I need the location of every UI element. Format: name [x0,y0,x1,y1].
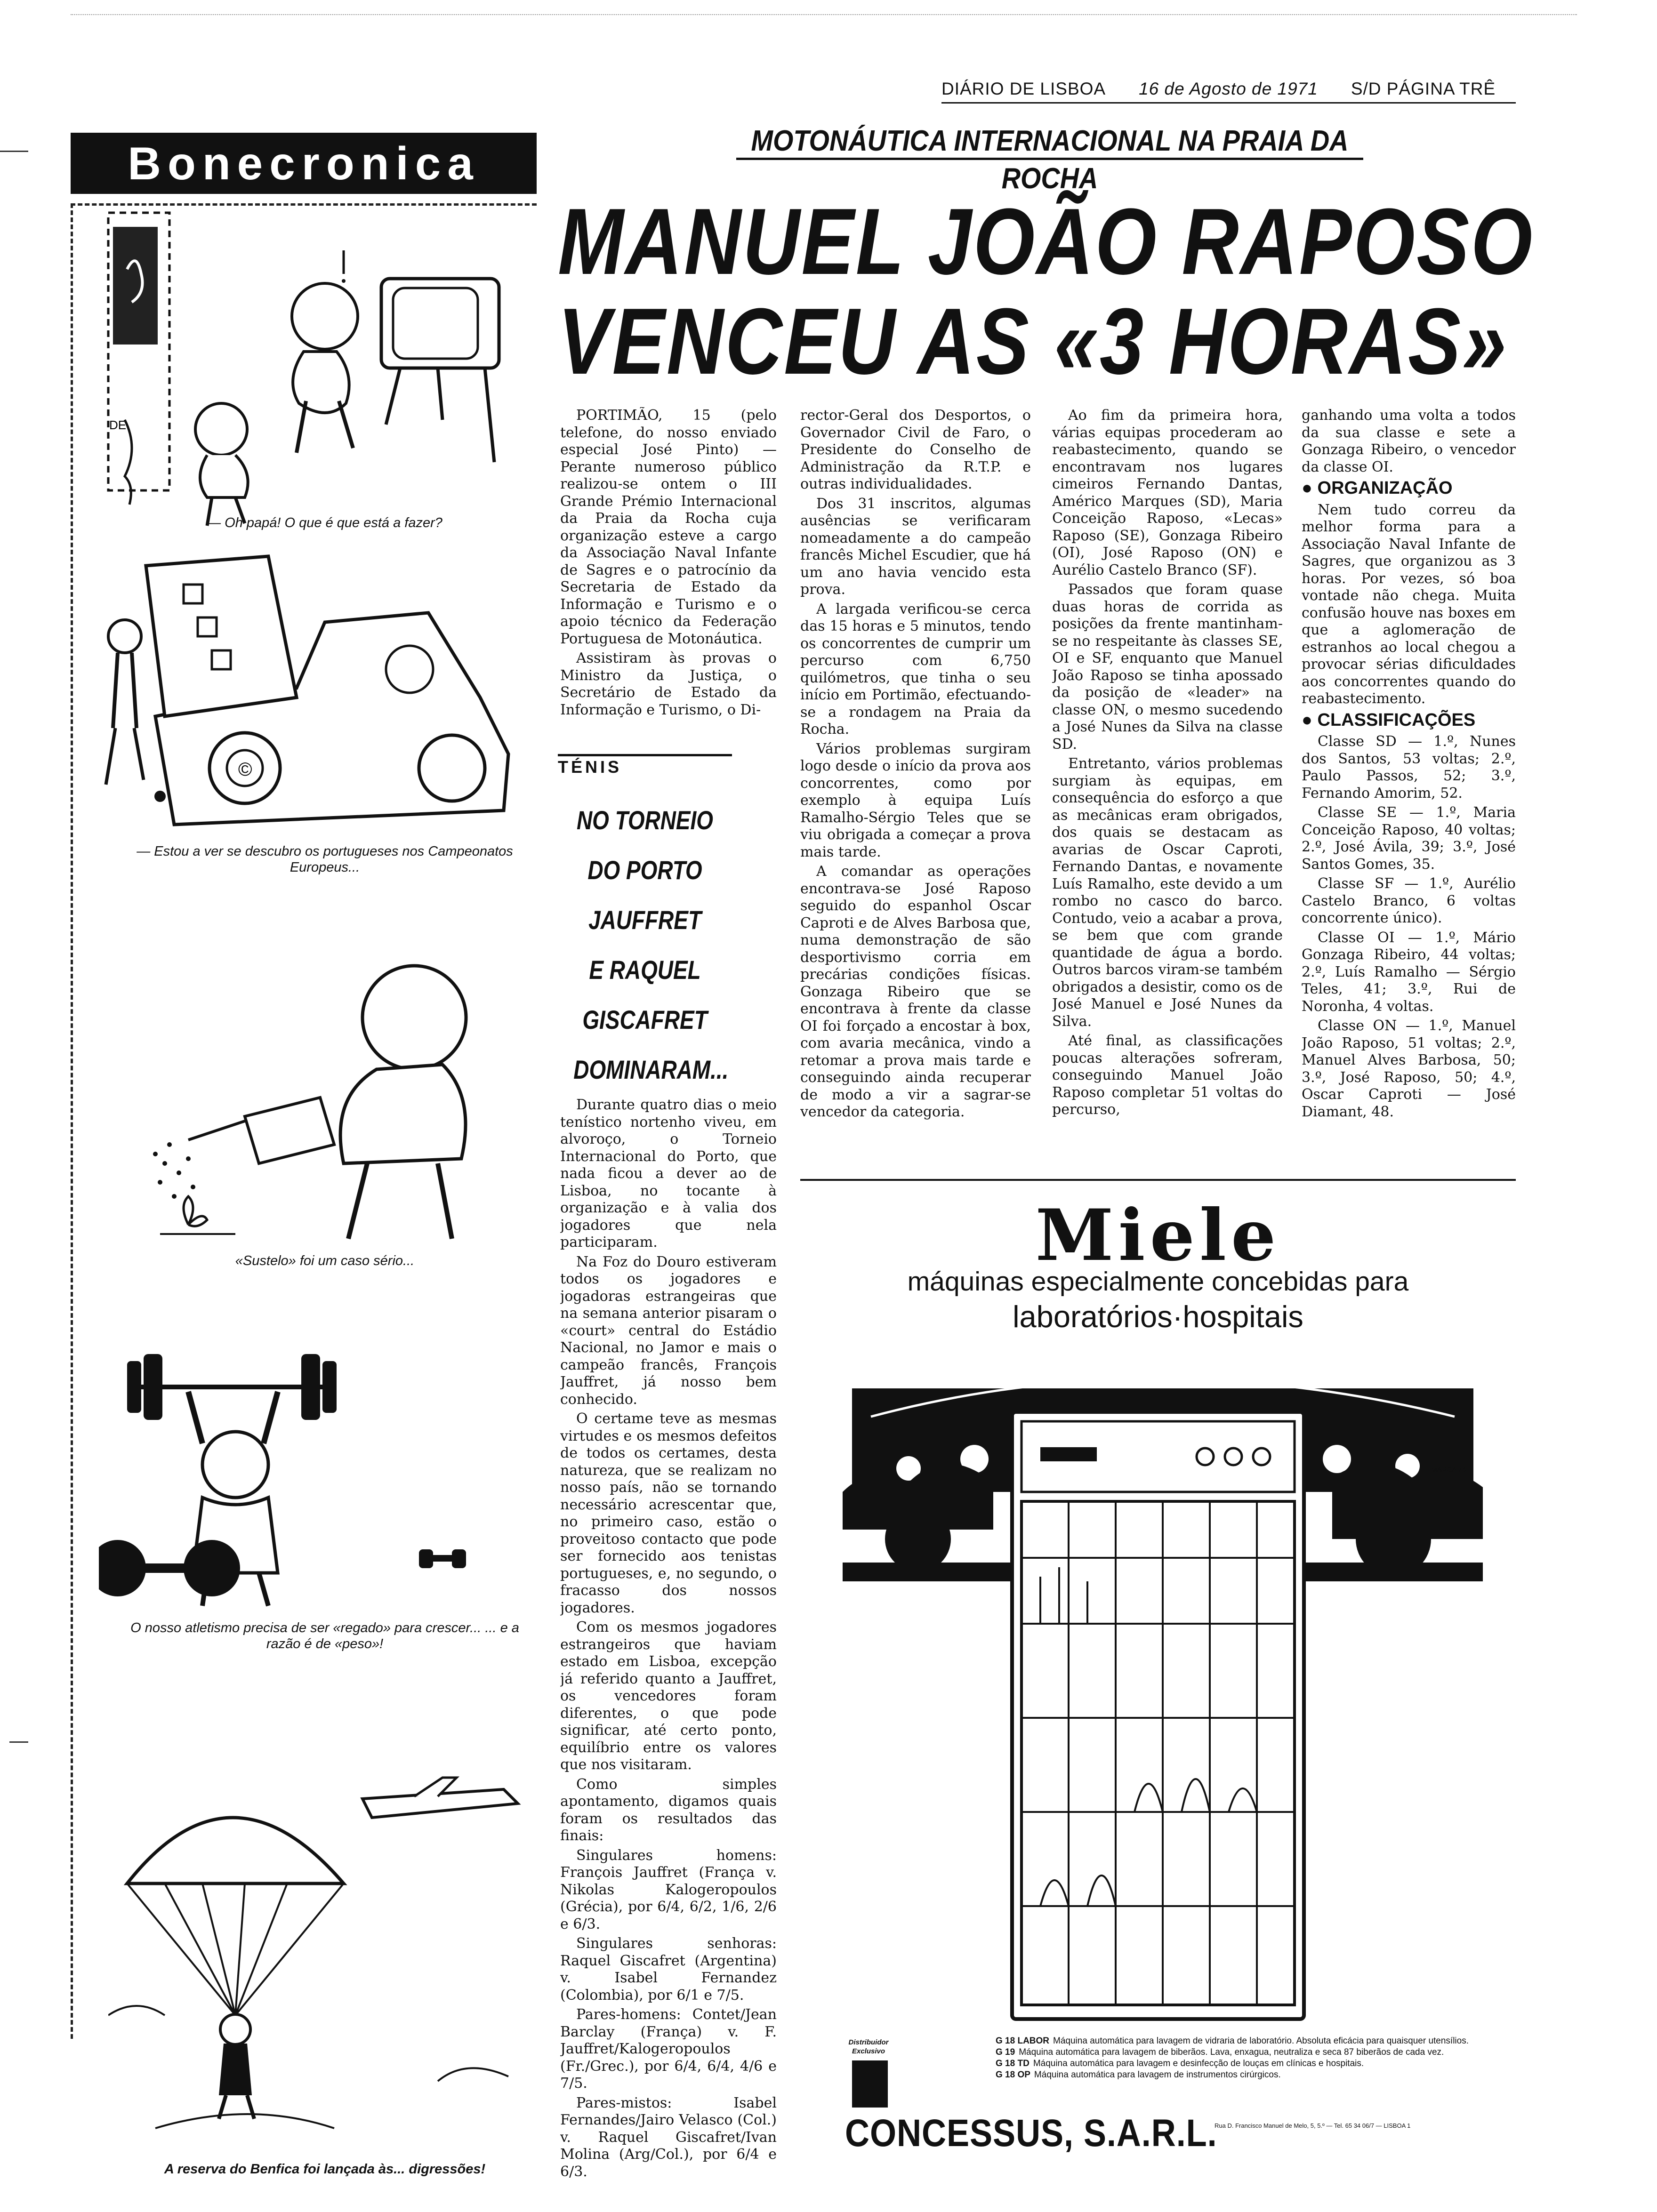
model-description: Máquina automática para lavagem de biberãos. Lava, enxagua, neutraliza e seca 87 biberãos de cada vez. [1019,2047,1444,2057]
model-entry [996,2058,1485,2069]
model-code: G 19 [996,2047,1015,2057]
result-line: Classe ON — 1.º, Manuel João Raposo, 51 voltas; 2.º, Manuel Alves Barbosa, 50; 3.º, José Raposo, 50; 4.º, Oscar Caproti — José Diamant, 48. [1302,1018,1516,1120]
headline-line-1: MANUEL JOÃO RAPOSO [558,189,1534,294]
concessus-logo [852,2060,888,2108]
page-header [941,75,1516,104]
article-paragraph: Ao fim da primeira hora, várias equipas procederam ao reabastecimento, quando se encontravam nos lugares cimeiros Fernando Dantas, Américo Marques (SD), Maria Conceição Raposo, «Lecas» Raposo (SE), Gonzaga Ribeiro (OI), José Raposo (ON) e Aurélio Castelo Branco (SF). [1052,407,1283,578]
article-column-1 [560,407,777,746]
model-entry [996,2069,1485,2081]
article-column-3 [1052,407,1283,1160]
model-description: Máquina automática para lavagem de instrumentos cirúrgicos. [1034,2070,1281,2080]
result-line: Classe OI — 1.º, Mário Gonzaga Ribeiro, 44 voltas; 2.º, Luís Ramalho — Sérgio Teles, 41; 3.º, Rui de Noronha, 4 voltas. [1302,929,1516,1015]
cartoon-car-hood [89,547,532,839]
cartoon-weightlifter [99,1347,513,1611]
tennis-paragraph: O certame teve as mesmas virtudes e os mesmos defeitos de todos os certames, desta natureza, que se realizam no nosso país, não se tornando necessário acrescentar que, no primeiro caso, estão o proveitoso contacto que pode ser fornecido aos tenistas portugueses, e, no segundo, o fracasso dos nossos jogadores. [560,1411,777,1616]
model-code: G 18 OP [996,2070,1030,2080]
cartoon-caption-3: «Sustelo» foi um caso sério... [235,1253,415,1268]
tennis-paragraph: Como simples apontamento, digamos quais foram os resultados das finais: [560,1776,777,1844]
model-code: G 18 LABOR [996,2036,1050,2046]
cartoon-sidebar [71,133,537,2199]
tennis-headline-line: DOMINARAM... [573,1055,729,1084]
cartoon-parachute [108,1752,532,2152]
tennis-paragraph: Singulares senhoras: Raquel Giscafret (Argentina) v. Isabel Fernandez (Colombia), por 6/1 e 7/5. [560,1935,777,2004]
section-subhead-organizacao: ● ORGANIZAÇÃO [1302,478,1453,498]
model-description: Máquina automática para lavagem de vidraria de laboratório. Absoluta eficácia para quaisquer utensílios. [1053,2036,1469,2046]
model-entry [996,2036,1485,2047]
cartoon-caption-5: A reserva do Benfica foi lançada às... digressões! [164,2162,486,2177]
artist-signature: DE [109,418,127,432]
ad-tagline-2: laboratórios·hospitais [1013,1299,1303,1334]
tennis-paragraph: Pares-homens: Contet/Jean Barclay (França) v. F. Jauffret/Kalogeropoulos (Fr./Grec.), por 6/4, 6/4, 4/6 e 7/5. [560,2006,777,2092]
article-paragraph: Entretanto, vários problemas surgiam às equipas, em consequência do esforço a que as mecânicas eram obrigados, dos quais se destacam as avarias de Oscar Caproti, Fernando Dantas, e novamente Luís Ramalho, este devido a um rombo no casco do barco. Contudo, veio a acabar a prova, se bem que com grande quantidade de água a bordo. Outros barcos viram-se também obrigados a desistir, como os de José Manuel e José Nunes da Silva. [1052,755,1283,1030]
article-headline [558,189,1534,394]
miele-logo: Miele [1035,1194,1281,1277]
ad-tagline-1: máquinas especialmente concebidas para [907,1266,1409,1297]
article-paragraph: Assistiram às provas o Ministro da Justiça, o Secretário de Estado da Informação e Turismo, o Di- [560,650,777,718]
article-paragraph: Dos 31 inscritos, algumas ausências se verificaram nomeadamente a do campeão francês Michel Escudier, que há um ano havia vencido esta prova. [800,495,1031,598]
ad-model-list [996,2036,1485,2116]
model-entry [996,2047,1485,2058]
section-subhead-classificacoes: ● CLASSIFICAÇÕES [1302,710,1476,730]
tennis-headline-line: JAUFFRET [588,905,701,935]
tennis-paragraph: Singulares homens: François Jauffret (França v. Nikolas Kalogeropoulos (Grécia), por 6/4, 6/2, 1/6, 2/6 e 6/3. [560,1847,777,1932]
tennis-column [560,1097,777,2203]
tennis-paragraph: Com os mesmos jogadores estrangeiros que haviam estado em Lisboa, excepção já referido quanto a Jauffret, os vencedores foram diferentes, o que pode significar, até certo ponto, equilíbrio entre os valores que nos visitaram. [560,1619,777,1773]
page-number: S/D PÁGINA TRÊ [1351,79,1496,98]
article-paragraph: rector-Geral dos Desportos, o Governador Civil de Faro, o Presidente do Conselho de Administração da R.T.P. e outras individualidades. [800,407,1031,492]
article-paragraph: Passados que foram quase duas horas de corrida as posições da frente mantinham-se no respeitante às classes SE, OI e SF, enquanto que Manuel João Raposo se tinha apossado da posição de «leader» na classe ON, o mesmo sucedendo a José Nunes da Silva na classe SD. [1052,581,1283,753]
paper-name: DIÁRIO DE LISBOA [941,79,1106,98]
model-description: Máquina automática para lavagem e desinfecção de louças em clínicas e hospitais. [1033,2059,1364,2068]
result-line: Classe SE — 1.º, Maria Conceição Raposo, 40 voltas; 2.º, José Ávila, 39; 3.º, José Santos Gomes, 35. [1302,804,1516,873]
article-paragraph: Vários problemas surgiram logo desde o início da prova aos concorrentes, como por exemplo à equipa Luís Ramalho-Sérgio Teles que se viu obrigada a começar a prova mais tarde. [800,740,1031,860]
cartoon-tv-watching [80,208,532,537]
tennis-headline [573,795,729,1087]
issue-date: 16 de Agosto de 1971 [1139,79,1318,98]
article-paragraph: Até final, as classificações poucas alterações sofreram, conseguindo Manuel João Raposo completar 51 voltas do percurso, [1052,1033,1283,1118]
result-line: Classe SF — 1.º, Aurélio Castelo Branco, 6 voltas concorrente único). [1302,875,1516,926]
laboratory-illustration [843,1360,1483,2033]
model-code: G 18 TD [996,2059,1030,2068]
distributor-label: Distribuidor Exclusivo [848,2038,889,2055]
sidebar-title: Bonecronica [128,137,480,189]
tennis-paragraph: Na Foz do Douro estiveram todos os jogadores e jogadoras estrangeiras que na semana anterior pisaram o «court» central do Estádio Nacional, no Jamor e mais o campeão francês, François Jauffret, já nosso bem conhecido. [560,1253,777,1408]
headline-line-2: VENCEU AS «3 HORAS» [558,289,1508,394]
cartoon-caption-4: O nosso atletismo precisa de ser «regado» para crescer... ... e a razão é de «peso»! [130,1620,519,1651]
article-paragraph: A comandar as operações encontrava-se José Raposo seguido do espanhol Oscar Caproti e de Alves Barbosa que, numa demonstração de são desportivismo corria em precárias condições físicas. Gonzaga Ribeiro que se encontrava à frente da classe OI foi forçado a encostar à box, com avaria mecânica, vindo a retomar a prova mais tarde e conseguindo ainda recuperar de modo a vir a sagrar-se vencedor da categoria. [800,863,1031,1120]
cartoon-caption-1: — Oh papá! O que é que está a fazer? [207,515,442,530]
article-paragraph: ganhando uma volta a todos da sua classe e sete a Gonzaga Ribeiro, o vencedor da classe OI. [1302,407,1516,475]
ad-mark: MARCA 76 [1431,1466,1466,1474]
cartoon-caption-2: — Estou a ver se descubro os portugueses nos Campeonatos Europeus... [137,844,513,875]
article-paragraph: Nem tudo correu da melhor forma para a Associação Naval Infante de Sagres, que organizou as 3 horas. Por vezes, só boa vontade não chega. Muita confusão houve nas boxes em que a aglomeração de estranhos ao local chegou a provocar sérias dificuldades aos concorrentes quando do reabastecimento. [1302,501,1516,707]
article-column-2 [800,407,1031,1160]
sidebar-title-banner [71,133,537,194]
article-kicker: MOTONÁUTICA INTERNACIONAL NA PRAIA DA ROCHA [736,122,1363,160]
tennis-paragraph: Durante quatro dias o meio tenístico nortenho viveu, em alvoroço, o Torneio Internacional do Porto, que nada ficou a dever ao de Lisboa, no tocante à organização e à valia dos jogadores que nela participaram. [560,1097,777,1250]
article-paragraph: A largada verificou-se cerca das 15 horas e 5 minutos, tendo os concorrentes de cumprir um percurso com 6,750 quilómetros, que tinha o seu início em Portimão, efectuando-se a rondagem na Praia da Rocha. [800,601,1031,737]
distributor-address: Rua D. Francisco Manuel de Melo, 5, 5.º — Tel. 65 34 06/7 — LISBOA 1 [1215,2122,1411,2129]
result-line: Classe SD — 1.º, Nunes dos Santos, 53 voltas; 2.º, Paulo Passos, 52; 3.º, Fernando Amorim, 52. [1302,733,1516,801]
tennis-section-label: TÉNIS [558,754,732,776]
tennis-headline-line: GISCAFRET [582,1005,708,1034]
article-column-4 [1302,407,1516,1160]
svg-text:©: © [238,759,252,780]
distributor-name: CONCESSUS, S.A.R.L. [845,2112,1217,2155]
tennis-headline-line: E RAQUEL [589,955,701,985]
tennis-headline-line: NO TORNEIO [576,805,713,835]
tennis-paragraph: Pares-mistos: Isabel Fernandes/Jairo Velasco (Col.) v. Raquel Giscafret/Ivan Molina (Arg/Col.), por 6/4 e 6/3. [560,2094,777,2180]
tennis-headline-line: DO PORTO [587,855,702,885]
article-paragraph: PORTIMÃO, 15 (pelo telefone, do nosso enviado especial José Pinto) — Perante numeroso público realizou-se ontem o III Grande Prémio Internacional da Praia da Rocha cuja organização esteve a cargo da Associação Naval Infante de Sagres e o patrocínio da Secretaria de Estado da Informação e Turismo e o apoio técnico da Federação Portuguesa de Motonáutica. [560,407,777,647]
cartoon-watering-can [151,961,490,1248]
